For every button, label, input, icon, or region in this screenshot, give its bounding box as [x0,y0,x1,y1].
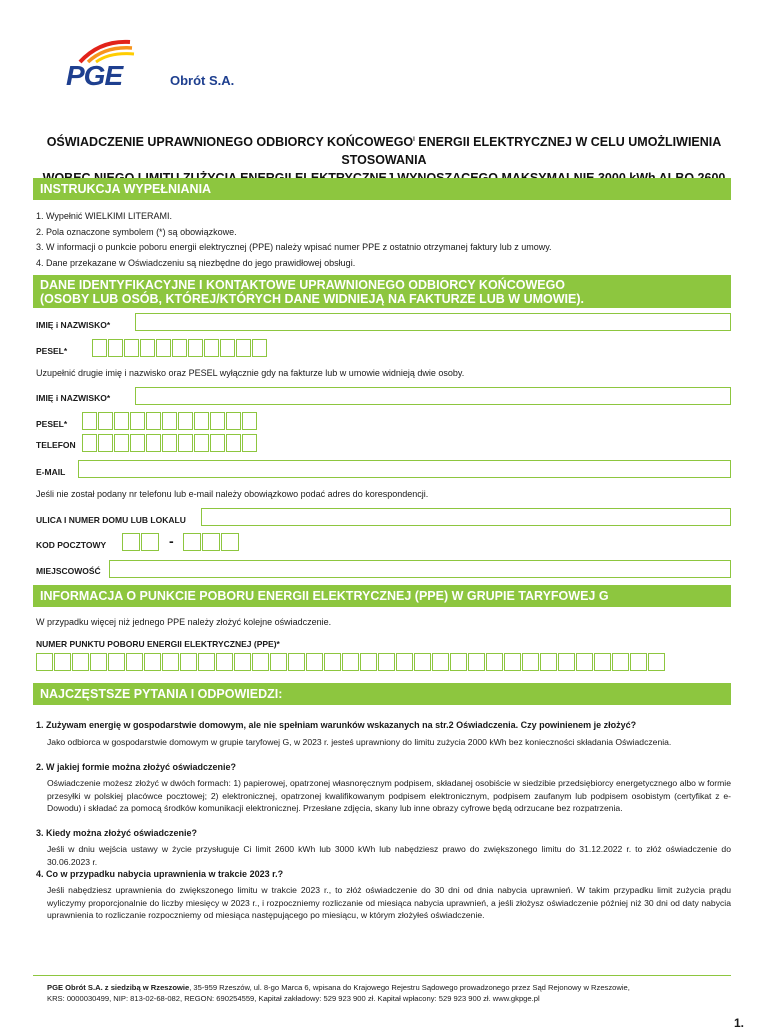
faq-answer-2: Oświadczenie możesz złożyć w dwóch formach: 1) papierowej, opatrzonej własnoręcznym podpisem, składanej osobiście w siedzibie przedsiębiorcy energetycznego albo w formie przesyłki w polskiej placówce pocztowej; 2) elektronicznej, opatrzonej kwalifikowanym podpisem elektronicznym, podpisem zaufanym lub podpisem osobistym (certyfikat z e-Dowodu) i składać za pomocą środków komunikacji elektronicznej. Przesłane zdjęcia, skany lub inne obrazy cyfrowe będą odrzucane bez rozpatrzenia. [47,778,731,813]
list-item: 4. Dane przekazane w Oświadczeniu są niezbędne do jego prawidłowej obsługi. [36,257,356,268]
ppe-header: INFORMACJA O PUNKCIE POBORU ENERGII ELEKTRYCZNEJ (PPE) W GRUPIE TARYFOWEJ G [33,585,731,607]
phone-input[interactable] [82,434,258,452]
instructions-list [36,209,552,271]
faq-question-2: 2. W jakiej formie można złożyć oświadczenie? [36,762,237,772]
identity-header: DANE IDENTYFIKACYJNE I KONTAKTOWE UPRAWNIONEGO ODBIORCY KOŃCOWEGO (OSOBY LUB OSÓB, KTÓREJ/KTÓRYCH DANE WIDNIEJĄ NA FAKTURZE LUB W UMOWIE). [33,275,731,308]
street-input[interactable] [201,508,731,526]
email-label: E-MAIL [36,467,66,477]
postcode-second-input[interactable] [183,533,240,551]
ppe-note: W przypadku więcej niż jednego PPE należy złożyć kolejne oświadczenie. [36,617,332,627]
name2-label: IMIĘ i NAZWISKO* [36,393,111,403]
faq-answer-1: Jako odbiorca w gospodarstwie domowym w grupie taryfowej G, w 2023 r. jesteś uprawniony do limitu zużycia 2000 kWh bez konieczności składania Oświadczenia. [47,737,672,747]
second-person-note: Uzupełnić drugie imię i nazwisko oraz PESEL wyłącznie gdy na fakturze lub w umowie widnieją dwie osoby. [36,368,465,378]
ppe-number-label: NUMER PUNKTU POBORU ENERGII ELEKTRYCZNEJ (PPE)* [36,639,280,649]
pesel-label: PESEL* [36,346,68,356]
list-item: 3. W informacji o punkcie poboru energii elektrycznej (PPE) należy wpisać numer PPE z ostatnio otrzymanej faktury lub z umowy. [36,242,552,252]
name2-input[interactable] [135,387,731,405]
faq-answer-3: Jeśli w dniu wejścia ustawy w życie przysługuje Ci limit 2600 kWh lub 3000 kWh lub nabędziesz prawo do zwiększonego limitu do 31.12.2022 r. to złóż oświadczenie do 30.06.2023 r. [47,844,731,867]
faq-question-1: 1. Zużywam energię w gospodarstwie domowym, ale nie spełniam warunków wskazanych na str.2 Oświadczenia. Czy powinienem je złożyć? [36,720,637,730]
postcode-dash: - [169,533,174,549]
phone-label: TELEFON [36,440,76,450]
faq-header: NAJCZĘSTSZE PYTANIA I ODPOWIEDZI: [33,683,731,705]
ppe-number-input[interactable] [36,653,666,671]
email-input[interactable] [78,460,731,478]
pesel-input[interactable] [92,339,268,357]
name-label: IMIĘ i NAZWISKO* [36,320,111,330]
footer-text: PGE Obrót S.A. z siedzibą w Rzeszowie, 35-959 Rzeszów, ul. 8-go Marca 6, wpisana do Krajowego Rejestru Sądowego prowadzonego przez Sąd Rejonowy w Rzeszowie, KRS: 0000030499, NIP: 813-02-68-082, REGON: 690254559, Kapitał zakładowy: 529 923 900 zł. Kapitał wpłacony: 529 923 900 zł. www.gkpge.pl [47,983,630,1003]
footer-divider [33,975,731,976]
city-input[interactable] [109,560,731,578]
postcode-label: KOD POCZTOWY [36,540,107,550]
faq-question-3: 3. Kiedy można złożyć oświadczenie? [36,828,198,838]
faq-question-4: 4. Co w przypadku nabycia uprawnienia w trakcie 2023 r.? [36,869,284,879]
document-title: OŚWIADCZENIE UPRAWNIONEGO ODBIORCY $KOŃCOWEGO^I$ ENERGII ELEKTRYCZNEJ W CELU UMOŻLIWIENIA STOSOWANIA [46,135,722,168]
contact-note: Jeśli nie został podany nr telefonu lub e-mail należy obowiązkowo podać adres do korespondencji. [36,489,429,499]
instructions-header: INSTRUKCJA WYPEŁNIANIA [33,178,731,200]
list-item: 1. Wypełnić WIELKIMI LITERAMI. [36,211,172,221]
pesel2-input[interactable] [82,412,258,430]
company-name: Obrót S.A. [170,73,235,88]
logo-wordmark: PGE [66,60,123,91]
pesel2-label: PESEL* [36,419,68,429]
city-label: MIEJSCOWOŚĆ [36,566,101,576]
list-item: 2. Pola oznaczone symbolem (*) są obowiązkowe. [36,226,237,237]
page-number: 1. [734,1016,745,1030]
postcode-first-input[interactable] [122,533,160,551]
name-input[interactable] [135,313,731,331]
faq-answer-4: Jeśli nabędziesz uprawnienia do zwiększonego limitu w trakcie 2023 r., to złóż oświadczenie do 30 dni od dnia nabycia uprawnień. W takim przypadku limit zużycia prądu wyliczymy proporcjonalnie do liczby miesięcy w 2023 r., i rozpoczniemy rozliczanie od miesiąca nabycia uprawnień, a jeśli złożysz oświadczenie później niż 30 dni od daty nabycia uprawnienia to rozliczanie rozpoczniemy od miesiąca następującego po miesiącu, w którym złożyłeś oświadczenie. [47,885,731,920]
street-label: ULICA I NUMER DOMU LUB LOKALU [36,515,186,525]
